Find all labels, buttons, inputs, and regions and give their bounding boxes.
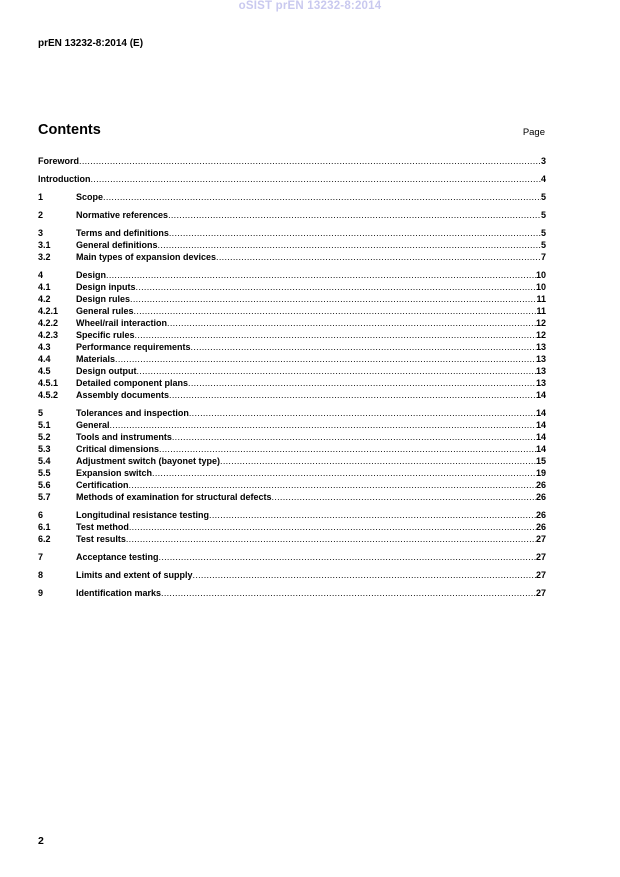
toc-entry[interactable] bbox=[38, 443, 546, 455]
toc-entry-page: 5 bbox=[540, 192, 546, 202]
toc-entry-label: Adjustment switch (bayonet type) bbox=[76, 456, 221, 466]
dot-leader bbox=[103, 191, 541, 203]
toc-entry-label: Specific rules bbox=[76, 330, 135, 340]
toc-entry-page: 12 bbox=[535, 330, 546, 340]
toc-entry-label: Wheel/rail interaction bbox=[76, 318, 168, 328]
toc-entry-number: 4.1 bbox=[38, 282, 51, 292]
dot-leader bbox=[152, 467, 536, 479]
page-column-header: Page bbox=[522, 127, 545, 138]
toc-entry-page: 5 bbox=[540, 228, 546, 238]
toc-entry[interactable] bbox=[38, 491, 546, 503]
dot-leader bbox=[115, 353, 536, 365]
toc-entry-number: 5 bbox=[38, 408, 44, 418]
toc-entry-label: Normative references bbox=[76, 210, 169, 220]
dot-leader bbox=[191, 341, 536, 353]
dot-leader bbox=[220, 455, 536, 467]
toc-entry[interactable] bbox=[38, 239, 546, 251]
table-of-contents bbox=[38, 155, 546, 605]
toc-entry-number: 4.2.2 bbox=[38, 318, 59, 328]
toc-entry-page: 26 bbox=[535, 492, 546, 502]
toc-entry[interactable] bbox=[38, 431, 546, 443]
toc-entry-page: 14 bbox=[535, 390, 546, 400]
toc-entry-page: 26 bbox=[535, 480, 546, 490]
toc-entry-number: 6.2 bbox=[38, 534, 51, 544]
dot-leader bbox=[168, 209, 541, 221]
toc-entry-label: Critical dimensions bbox=[76, 444, 160, 454]
toc-entry[interactable] bbox=[38, 467, 546, 479]
toc-entry-number: 4.4 bbox=[38, 354, 51, 364]
toc-entry-label: Design output bbox=[76, 366, 137, 376]
toc-entry[interactable] bbox=[38, 305, 546, 317]
toc-entry-label: Tolerances and inspection bbox=[76, 408, 189, 418]
toc-entry-page: 10 bbox=[535, 270, 546, 280]
toc-entry-label: Foreword bbox=[38, 156, 80, 166]
dot-leader bbox=[159, 551, 536, 563]
dot-leader bbox=[161, 587, 536, 599]
toc-entry-label: Design inputs bbox=[76, 282, 136, 292]
dot-leader bbox=[126, 533, 536, 545]
toc-entry-number: 5.1 bbox=[38, 420, 51, 430]
toc-entry-page: 13 bbox=[535, 354, 546, 364]
toc-entry[interactable] bbox=[38, 269, 546, 281]
toc-entry[interactable] bbox=[38, 509, 546, 521]
toc-entry[interactable] bbox=[38, 365, 546, 377]
toc-entry-label: General definitions bbox=[76, 240, 158, 250]
toc-entry-page: 26 bbox=[535, 510, 546, 520]
toc-entry-number: 6.1 bbox=[38, 522, 51, 532]
dot-leader bbox=[167, 317, 536, 329]
toc-entry-number: 5.2 bbox=[38, 432, 51, 442]
dot-leader bbox=[137, 365, 536, 377]
dot-leader bbox=[110, 419, 536, 431]
toc-entry-number: 2 bbox=[38, 210, 44, 220]
toc-entry[interactable] bbox=[38, 251, 546, 263]
toc-entry-label: Detailed component plans bbox=[76, 378, 189, 388]
toc-group bbox=[38, 269, 546, 401]
toc-entry-number: 6 bbox=[38, 510, 44, 520]
toc-entry-label: General rules bbox=[76, 306, 134, 316]
toc-entry-number: 5.7 bbox=[38, 492, 51, 502]
dot-leader bbox=[136, 281, 536, 293]
toc-entry-label: Expansion switch bbox=[76, 468, 153, 478]
dot-leader bbox=[172, 431, 536, 443]
dot-leader bbox=[209, 509, 536, 521]
toc-entry-page: 13 bbox=[535, 378, 546, 388]
toc-entry-number: 1 bbox=[38, 192, 44, 202]
toc-entry-page: 15 bbox=[535, 456, 546, 466]
dot-leader bbox=[159, 443, 536, 455]
toc-entry-label: Performance requirements bbox=[76, 342, 191, 352]
toc-entry-page: 27 bbox=[535, 588, 546, 598]
toc-entry-number: 3.1 bbox=[38, 240, 51, 250]
toc-entry-page: 19 bbox=[535, 468, 546, 478]
toc-entry-label: Tools and instruments bbox=[76, 432, 172, 442]
toc-entry[interactable] bbox=[38, 191, 546, 203]
toc-entry-number: 4.5.2 bbox=[38, 390, 59, 400]
toc-entry-number: 4.2.3 bbox=[38, 330, 59, 340]
toc-entry-page: 5 bbox=[540, 240, 546, 250]
toc-entry-page: 27 bbox=[535, 552, 546, 562]
dot-leader bbox=[129, 479, 536, 491]
toc-group bbox=[38, 509, 546, 545]
toc-entry-number: 7 bbox=[38, 552, 44, 562]
dot-leader bbox=[91, 173, 541, 185]
toc-entry-number: 4.2 bbox=[38, 294, 51, 304]
dot-leader bbox=[188, 377, 536, 389]
toc-entry[interactable] bbox=[38, 569, 546, 581]
dot-leader bbox=[79, 155, 541, 167]
toc-entry-number: 5.4 bbox=[38, 456, 51, 466]
toc-entry-label: Design rules bbox=[76, 294, 131, 304]
toc-entry-label: Test method bbox=[76, 522, 129, 532]
toc-entry-label: General bbox=[76, 420, 110, 430]
dot-leader bbox=[193, 569, 536, 581]
dot-leader bbox=[158, 239, 541, 251]
dot-leader bbox=[216, 251, 541, 263]
toc-entry-page: 7 bbox=[540, 252, 546, 262]
toc-entry[interactable] bbox=[38, 317, 546, 329]
toc-entry[interactable] bbox=[38, 455, 546, 467]
toc-entry-page: 5 bbox=[540, 210, 546, 220]
toc-entry-number: 3.2 bbox=[38, 252, 51, 262]
toc-entry-label: Longitudinal resistance testing bbox=[76, 510, 210, 520]
toc-entry-number: 9 bbox=[38, 588, 44, 598]
toc-entry-label: Acceptance testing bbox=[76, 552, 159, 562]
toc-group bbox=[38, 191, 546, 203]
toc-group bbox=[38, 173, 546, 185]
dot-leader bbox=[106, 269, 536, 281]
toc-entry-number: 5.6 bbox=[38, 480, 51, 490]
toc-entry-label: Main types of expansion devices bbox=[76, 252, 217, 262]
toc-entry-page: 11 bbox=[536, 294, 546, 304]
toc-entry-number: 5.5 bbox=[38, 468, 51, 478]
toc-entry-page: 12 bbox=[535, 318, 546, 328]
toc-entry-label: Certification bbox=[76, 480, 129, 490]
toc-entry[interactable] bbox=[38, 407, 546, 419]
toc-group bbox=[38, 569, 546, 581]
toc-entry-page: 14 bbox=[535, 420, 546, 430]
toc-entry-page: 11 bbox=[536, 306, 546, 316]
watermark: oSIST prEN 13232-8:2014 bbox=[238, 0, 382, 12]
toc-entry[interactable] bbox=[38, 389, 546, 401]
toc-entry[interactable] bbox=[38, 341, 546, 353]
toc-entry-page: 3 bbox=[540, 156, 546, 166]
toc-entry[interactable] bbox=[38, 419, 546, 431]
toc-entry[interactable] bbox=[38, 587, 546, 599]
toc-entry[interactable] bbox=[38, 281, 546, 293]
toc-entry[interactable] bbox=[38, 155, 546, 167]
page-number: 2 bbox=[38, 835, 44, 847]
toc-entry-page: 14 bbox=[535, 444, 546, 454]
toc-entry-number: 8 bbox=[38, 570, 44, 580]
dot-leader bbox=[169, 227, 541, 239]
dot-leader bbox=[272, 491, 536, 503]
toc-entry-number: 3 bbox=[38, 228, 44, 238]
toc-entry-page: 14 bbox=[535, 432, 546, 442]
toc-entry[interactable] bbox=[38, 329, 546, 341]
toc-entry[interactable] bbox=[38, 479, 546, 491]
toc-entry-label: Scope bbox=[76, 192, 104, 202]
toc-entry-label: Methods of examination for structural defects bbox=[76, 492, 272, 502]
toc-entry-page: 14 bbox=[535, 408, 546, 418]
toc-entry-label: Test results bbox=[76, 534, 126, 544]
toc-group bbox=[38, 407, 546, 503]
toc-entry-number: 4.5 bbox=[38, 366, 51, 376]
dot-leader bbox=[135, 329, 536, 341]
toc-entry-label: Design bbox=[76, 270, 107, 280]
toc-entry-label: Assembly documents bbox=[76, 390, 170, 400]
toc-entry-page: 10 bbox=[535, 282, 546, 292]
toc-entry[interactable] bbox=[38, 533, 546, 545]
page-title: Contents bbox=[38, 122, 101, 138]
dot-leader bbox=[189, 407, 536, 419]
toc-entry-page: 27 bbox=[535, 570, 546, 580]
toc-entry-label: Terms and definitions bbox=[76, 228, 169, 238]
toc-entry[interactable] bbox=[38, 551, 546, 563]
toc-entry[interactable] bbox=[38, 209, 546, 221]
toc-entry-number: 5.3 bbox=[38, 444, 51, 454]
toc-entry-label: Limits and extent of supply bbox=[76, 570, 193, 580]
dot-leader bbox=[130, 293, 536, 305]
dot-leader bbox=[134, 305, 537, 317]
toc-entry-number: 4.2.1 bbox=[38, 306, 59, 316]
dot-leader bbox=[169, 389, 536, 401]
toc-entry-label: Materials bbox=[76, 354, 116, 364]
toc-group bbox=[38, 587, 546, 599]
toc-entry[interactable] bbox=[38, 353, 546, 365]
toc-entry-page: 13 bbox=[535, 342, 546, 352]
toc-group bbox=[38, 209, 546, 221]
toc-entry[interactable] bbox=[38, 521, 546, 533]
document-id: prEN 13232-8:2014 (E) bbox=[38, 38, 144, 49]
dot-leader bbox=[129, 521, 536, 533]
toc-entry-page: 13 bbox=[535, 366, 546, 376]
toc-entry-page: 27 bbox=[535, 534, 546, 544]
toc-entry[interactable] bbox=[38, 293, 546, 305]
toc-entry-page: 4 bbox=[540, 174, 546, 184]
toc-entry-page: 26 bbox=[535, 522, 546, 532]
toc-entry[interactable] bbox=[38, 377, 546, 389]
toc-group bbox=[38, 155, 546, 167]
toc-group bbox=[38, 551, 546, 563]
toc-group bbox=[38, 227, 546, 263]
toc-entry-label: Identification marks bbox=[76, 588, 162, 598]
toc-entry-number: 4 bbox=[38, 270, 44, 280]
toc-entry[interactable] bbox=[38, 227, 546, 239]
toc-entry-label: Introduction bbox=[38, 174, 91, 184]
toc-entry-number: 4.5.1 bbox=[38, 378, 59, 388]
toc-entry[interactable] bbox=[38, 173, 546, 185]
toc-entry-number: 4.3 bbox=[38, 342, 51, 352]
